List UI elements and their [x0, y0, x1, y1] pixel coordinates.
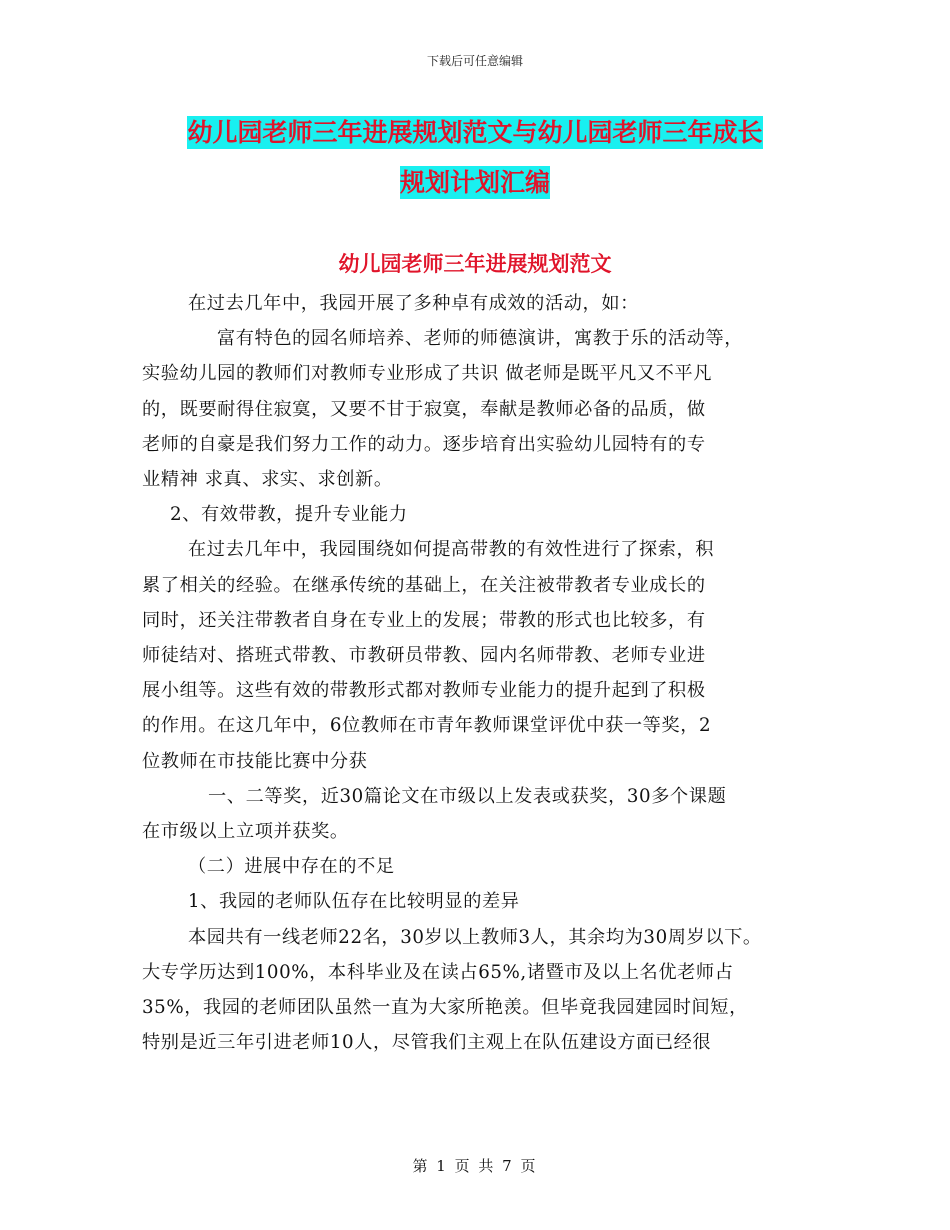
- section-title: 幼儿园老师三年进展规划范文: [338, 251, 612, 276]
- body-line: 老师的自豪是我们努力工作的动力。逐步培育出实验幼儿园特有的专: [142, 433, 706, 455]
- body-line: 在过去几年中，我园开展了多种卓有成效的活动，如：: [188, 293, 639, 314]
- body-line: 同时，还关注带教者自身在专业上的发展；带教的形式也比较多，有: [142, 609, 706, 631]
- page-footer: 第 1 页 共 7 页: [412, 1157, 538, 1175]
- title-line-2: 规划计划汇编: [399, 168, 550, 197]
- body-line: 本园共有一线老师22名，30岁以上教师3人，其余均为30周岁以下。: [188, 926, 762, 948]
- body-line: 实验幼儿园的教师们对教师专业形成了共识 做老师是既平凡又不平凡: [142, 363, 713, 385]
- body-line: 在市级以上立项并获奖。: [142, 821, 349, 843]
- body-line: 累了相关的经验。在继承传统的基础上，在关注被带教者专业成长的: [142, 574, 706, 596]
- body-line: 1、我园的老师队伍存在比较明显的差异: [188, 891, 520, 913]
- body-line: 富有特色的园名师培养、老师的师德演讲，寓教于乐的活动等，: [217, 328, 744, 350]
- body-line: 35%，我园的老师团队虽然一直为大家所艳羡。但毕竟我园建园时间短，: [142, 997, 748, 1019]
- body-text: [142, 286, 822, 1060]
- body-line: 一、二等奖，近30篇论文在市级以上发表或获奖，30多个课题: [208, 785, 727, 807]
- body-line: 业精神 求真、求实、求创新。: [142, 469, 393, 491]
- body-line: 师徒结对、搭班式带教、市教研员带教、园内名师带教、老师专业进: [142, 645, 706, 667]
- body-line: 展小组等。这些有效的带教形式都对教师专业能力的提升起到了积极: [142, 680, 706, 702]
- body-line: （二）进展中存在的不足: [188, 856, 395, 878]
- body-line: 2、有效带教，提升专业能力: [170, 504, 408, 526]
- body-line: 位教师在市技能比赛中分获: [142, 750, 368, 772]
- body-line: 大专学历达到100%，本科毕业及在读占65%,诸暨市及以上名优老师占: [142, 961, 734, 983]
- header-note: 下载后可任意编辑: [426, 54, 523, 68]
- body-line: 的，既要耐得住寂寞，又要不甘于寂寞，奉献是教师必备的品质，做: [142, 398, 706, 420]
- body-line: 的作用。在这几年中，6位教师在市青年教师课堂评优中获一等奖，2: [142, 715, 712, 737]
- document-title: [60, 108, 890, 208]
- body-line: 在过去几年中，我园围绕如何提高带教的有效性进行了探索，积: [188, 539, 715, 561]
- title-line-1: 幼儿园老师三年进展规划范文与幼儿园老师三年成长: [187, 118, 763, 147]
- body-line: 特别是近三年引进老师10人，尽管我们主观上在队伍建设方面已经很: [142, 1032, 712, 1054]
